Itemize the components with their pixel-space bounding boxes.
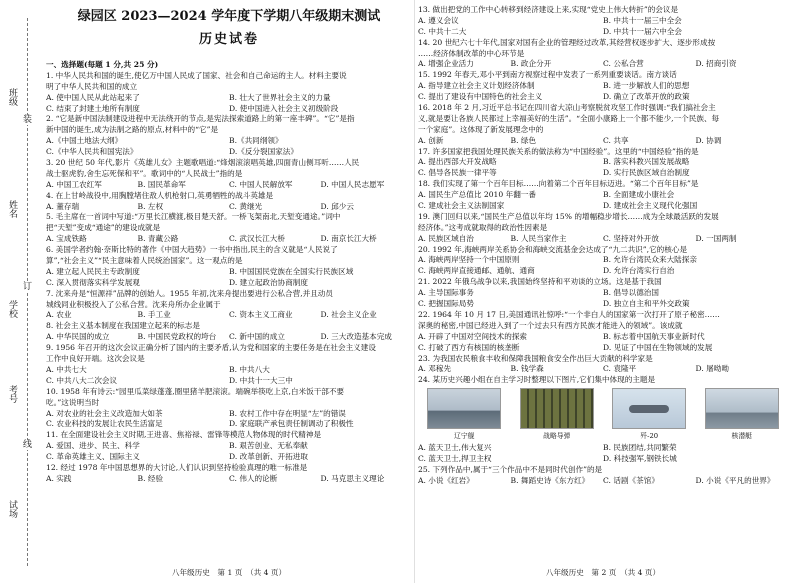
answer-option: B. 左权: [137, 201, 164, 211]
answer-options: [418, 27, 788, 38]
answer-option: B. 中共十一届三中全会: [603, 15, 682, 25]
answer-option: A. 海峡两岸坚持一个中国原则: [418, 255, 520, 265]
answer-options: [418, 234, 788, 245]
answer-option: D. 社会主义企业: [320, 310, 377, 320]
answer-option: C. 提出了建设有中国特色的社会主义: [418, 92, 543, 102]
answer-option: C. 共享: [603, 135, 629, 145]
answer-option: B. 中共八大: [229, 364, 270, 374]
photo-item: [609, 388, 689, 442]
answer-option: A. 指导建立社会主义计划经济体制: [418, 81, 535, 91]
gutter-label-exam-number: 考号: [7, 385, 17, 403]
answer-option: C. 中共八大二次会议: [46, 375, 118, 385]
answer-options: [46, 332, 412, 343]
gutter-mark-zhuang: 装: [23, 115, 33, 125]
question-text: 11. 在全面建设社会主义时期,王进喜、焦裕禄、雷锋等模范人物体现的时代精神是: [46, 430, 322, 440]
answer-option: D.《反分裂国家法》: [229, 147, 298, 157]
question-text: ……经济体制改革的中心环节是: [418, 48, 525, 58]
photo-caption: 战略导弹: [543, 432, 571, 441]
photo-item: [424, 388, 504, 442]
question-text: 20. 1992 年,海峡两岸关系协会和海峡交流基金会达成了“九二共识”,它的核心是: [418, 244, 688, 254]
question-text: 深奥的秘密,中国已经进入到了一个过去只有西方民族才能进入的领域”。该成就: [418, 320, 683, 330]
answer-option: C. 公私合营: [603, 59, 644, 69]
answer-options: [46, 202, 412, 213]
answer-option: C. 伟人的论断: [229, 473, 278, 483]
photo-row: [418, 388, 788, 442]
answer-option: D. 邱少云: [320, 201, 354, 211]
gutter-mark-ding: 订: [23, 282, 33, 292]
answer-options: [418, 332, 788, 343]
question-text: 13. 做出把党的工作中心转移到经济建设上来,实现“党史上伟大转折”的会议是: [418, 5, 679, 14]
photo-caption: 核潜艇: [731, 432, 752, 441]
answer-option: D. 屠呦呦: [695, 364, 729, 374]
answer-option: B. 壮大了世界社会主义的力量: [229, 92, 331, 102]
question-text: 23. 为我国农民粮食丰收和保障我国粮食安全作出巨大贡献的科学家是: [418, 353, 653, 363]
answer-options: [418, 168, 788, 179]
question-text: 7. 沈来舟是“恒源祥”品牌的创始人。1955 年初,沈来舟提出要进行公私合营,并且动员: [46, 288, 333, 298]
answer-option: B. 绿色: [510, 135, 537, 145]
answer-option: D. 建成社会主义现代化强国: [603, 201, 698, 211]
question-text: 15. 1992 年春天,邓小平到南方视察过程中发表了一系列重要谈话。南方谈话: [418, 70, 677, 80]
question-text: 1. 中华人民共和国的诞生,使亿万中国人民成了国家、社会和自己命运的主人。材料主要说: [46, 70, 347, 80]
question-text: 吃。”这说明当时: [46, 397, 100, 407]
answer-option: A. 爱国、进步、民主、科学: [46, 441, 140, 451]
answer-option: C. 新中国的成立: [229, 332, 285, 342]
answer-option: B. 人民当家作主: [510, 233, 567, 243]
answer-options: [46, 234, 412, 245]
gutter-label-school: 学校: [7, 300, 17, 318]
answer-option: C. 中共十二大: [418, 26, 467, 36]
question-text: 24. 某历史兴趣小组在自主学习时整理以下图片,它们集中体现的主题是: [418, 375, 656, 385]
answer-option: D. 见证了中国在生物领域的发展: [603, 342, 713, 352]
answer-option: A. 使中国人民从此站起来了: [46, 92, 140, 102]
answer-option: A. 中共七大: [46, 364, 87, 374]
answer-option: B. 舞蹈史诗《东方红》: [510, 475, 590, 485]
answer-option: A. 中华民国的成立: [46, 332, 110, 342]
answer-options: [46, 180, 412, 191]
answer-option: B. 经验: [137, 473, 164, 483]
question-text: 一个家庭”。这体现了新发展理念中的: [418, 124, 544, 134]
answer-option: D. 一国两制: [695, 233, 737, 243]
answer-option: A. 民族区域自治: [418, 233, 474, 243]
answer-option: A. 蓝天卫士,伟大复兴: [418, 443, 492, 453]
exam-subtitle: 历史试卷: [198, 32, 259, 47]
answer-options: [418, 343, 788, 354]
page-right: [418, 0, 788, 583]
answer-options: [46, 147, 412, 158]
answer-option: A. 国民生产总值比 2010 年翻一番: [418, 190, 536, 200]
exam-title: 绿园区 2023—2024 学年度下学期八年级期末测试: [77, 9, 381, 24]
photo-caption: 歼-20: [640, 432, 659, 441]
question-text: 22. 1964 年 10 月 17 日,美国通讯社惊呼:“一个非白人的国家第一次打开了原子秘密……: [418, 309, 720, 319]
question-text: 25. 下列作品中,属于“三个作品中不是同时代创作”的是: [418, 464, 603, 474]
answer-option: A. 邓稼先: [418, 364, 452, 374]
answer-options: [418, 59, 788, 70]
question-text: 工作中良好开端。这次会议是: [46, 354, 145, 364]
gutter-mark-xian: 线: [23, 440, 33, 450]
answer-option: B.《共同纲领》: [229, 136, 283, 146]
answer-option: C. 袁隆平: [603, 364, 637, 374]
answer-option: C. 深入贯彻落实科学发展观: [46, 277, 140, 287]
answer-option: C. 农业科技的发展让农民生活富足: [46, 419, 163, 429]
answer-option: A.《中国土地法大纲》: [46, 136, 123, 146]
answer-option: D. 建立起政治协商制度: [229, 277, 308, 287]
answer-options: [418, 299, 788, 310]
question-text: 把“天堑”变成“通途”的建设成就是: [46, 223, 161, 233]
answer-option: A. 遵义会议: [418, 15, 459, 25]
question-text: 经济体。”这考成就取得的政治性因素是: [418, 222, 548, 232]
answer-option: D. 确立了改革开放的政策: [603, 92, 690, 102]
answer-option: D. 实行民族区域自治制度: [603, 168, 690, 178]
question-text: 10. 1958 年有诗云:“园里瓜菜绿蓬蓬,圈里猪羊肥滚滚。端碗举筷吃上京,白米饭干部不要: [46, 386, 345, 396]
answer-options: [46, 310, 412, 321]
photo-caption: 辽宁舰: [454, 432, 475, 441]
answer-option: C. 蓝天卫士,捍卫主权: [418, 454, 492, 464]
question-text: 6. 美国学者约翰·奈斯比特的著作《中国大趋势》一书中指出,民主的含义就是“人民说了: [46, 245, 338, 255]
answer-option: D. 协调: [695, 135, 722, 145]
page-divider: [414, 0, 415, 583]
answer-option: C. 海峡两岸直接通邮、通航、通商: [418, 266, 535, 276]
answer-options: [418, 364, 788, 375]
answer-option: B. 民族团结,共同繁荣: [603, 443, 677, 453]
answer-options: [46, 419, 412, 430]
question-text: 4. 在上甘岭战役中,用胸膛堵住敌人机枪射口,英勇牺牲的战斗英雄是: [46, 190, 274, 200]
answer-options: [418, 136, 788, 147]
answer-option: B. 中国民党政权的垮台: [137, 332, 217, 342]
question-text: 义,就是要让各族人民都过上幸福美好的生活”。“全面小康路上一个都不能少,一个民族、每: [418, 113, 720, 123]
answer-option: D. 家庭联产承包责任制调动了积极性: [229, 419, 354, 429]
answer-options: [46, 409, 412, 420]
question-text: 算”,“社会主义”“民主意味着人民统治国家”。这一观点的是: [46, 256, 243, 266]
nuclear-submarine-photo: [705, 388, 779, 429]
gutter-label-class: 班级: [7, 88, 17, 106]
question-text: 明了中华人民共和国的成立: [46, 81, 138, 91]
answer-option: D. 南京长江大桥: [320, 234, 377, 244]
answer-option: D. 使中国进入社会主义初级阶段: [229, 103, 339, 113]
answer-option: B. 全面建成小康社会: [603, 190, 675, 200]
answer-option: D. 中共十一届六中全会: [603, 26, 682, 36]
answer-option: A. 农业: [46, 310, 72, 320]
page-footer-left: 八年级历史 第 1 页 （共 4 页）: [171, 568, 287, 577]
answer-options: [46, 474, 412, 485]
answer-option: B. 政企分开: [510, 59, 552, 69]
answer-options: [46, 136, 412, 147]
answer-option: C. 结束了封建土地所有制度: [46, 103, 140, 113]
answer-option: A. 主导国际事务: [418, 288, 474, 298]
answer-option: A. 增强企业活力: [418, 59, 474, 69]
missile-convoy-photo: [520, 388, 594, 429]
question-text: 战士驱虎豹,舍生忘死保和平”。歌词中的“人民战士”指的是: [46, 168, 243, 178]
answer-option: C. 倡导各民族一律平等: [418, 168, 497, 178]
question-text: 16. 2018 年 2 月,习近平总书记在四川省大凉山考察脱贫攻坚工作时强调:“我们搞社会主: [418, 103, 716, 113]
answer-option: C. 建成社会主义法制国家: [418, 201, 505, 211]
aircraft-carrier-photo: [427, 388, 501, 429]
answer-option: B. 青藏公路: [137, 234, 179, 244]
answer-option: B. 手工业: [137, 310, 171, 320]
answer-option: D. 允许台湾实行自治: [603, 266, 675, 276]
answer-option: B. 国民革命军: [137, 179, 186, 189]
answer-option: B. 进一步解放人们的思想: [603, 81, 690, 91]
answer-option: C.《中华人民共和国宪法》: [46, 147, 138, 157]
answer-options: [46, 365, 412, 376]
answer-option: B. 标志着中国航天事业新时代: [603, 331, 705, 341]
answer-option: D. 马克思主义理论: [320, 473, 385, 483]
answer-option: B. 倡导以德治国: [603, 288, 659, 298]
question-text: 5. 毛主席在一首词中写道:“万里长江横渡,极目楚天舒。一桥飞架南北,天堑变通途。”词中: [46, 212, 341, 222]
question-text: 17. 许多国家把我国处理民族关系的做法称为“中国经验”。这里的“中国经验”指的是: [418, 146, 699, 156]
answer-options: [418, 92, 788, 103]
answer-options: [46, 278, 412, 289]
answer-options: [46, 452, 412, 463]
answer-options: [418, 454, 788, 465]
answer-option: C. 资本主义工商业: [229, 310, 293, 320]
binding-gutter: [0, 0, 40, 583]
answer-option: D. 小说《平凡的世界》: [695, 475, 775, 485]
answer-option: A. 对农业的社会主义改造加大如茶: [46, 408, 163, 418]
answer-option: C. 革命英雄主义、国际主义: [46, 452, 140, 462]
question-text: 8. 社会主义基本制度在我国建立起来的标志是: [46, 321, 200, 331]
photo-item: [702, 388, 782, 442]
answer-options: [46, 441, 412, 452]
gutter-label-exam-room: 试场: [7, 500, 17, 518]
question-text: 2. “它是新中国法制建设进程中无法绕开的节点,是宪法探索道路上的第一座丰碑”。“它”是指: [46, 114, 355, 124]
answer-option: B. 中国国民党族在全国实行民族区域: [229, 266, 354, 276]
question-text: 城线同业积极投入了公私合营。沈来舟所办企业属于: [46, 299, 221, 309]
answer-option: A. 开辟了中国对空间技术的探索: [418, 331, 528, 341]
answer-option: A. 宝成铁路: [46, 234, 87, 244]
question-text: 18. 我们实现了第一个百年目标……向着第二个百年目标迈进。“第二个百年目标”是: [418, 179, 699, 189]
answer-option: A. 建立起人民民主专政制度: [46, 266, 140, 276]
gutter-label-name: 姓名: [7, 200, 17, 218]
answer-options: [418, 443, 788, 454]
question-text: 9. 1956 年召开的这次会议正确分析了国内的主要矛盾,认为党和国家的主要任务是在社会主义建设: [46, 343, 376, 353]
answer-options: [46, 376, 412, 387]
answer-option: B. 允许台湾民众来大陆探亲: [603, 255, 697, 265]
answer-option: D. 三大改造基本完成: [320, 332, 392, 342]
answer-option: A. 提出西部大开发战略: [418, 157, 497, 167]
answer-option: C. 中国人民解放军: [229, 179, 293, 189]
answer-options: [46, 267, 412, 278]
fighter-jet-photo: [612, 388, 686, 429]
answer-option: D. 独立自主和平外交政策: [603, 299, 690, 309]
answer-option: D. 招商引资: [695, 59, 737, 69]
answer-option: C. 黄继光: [229, 201, 263, 211]
answer-options: [418, 266, 788, 277]
answer-option: A. 中国工农红军: [46, 179, 102, 189]
left-question-list: [46, 60, 412, 485]
question-text: 新中国的诞生,成为法制之路的原点,材料中的“它”是: [46, 125, 219, 135]
answer-options: [418, 190, 788, 201]
answer-options: [46, 93, 412, 104]
question-text: 3. 20 世纪 50 年代,影片《英雄儿女》主题歌唱道:“烽烟滚滚唱英雄,四面青山侧耳听……人民: [46, 158, 360, 168]
question-text: 19. 澳门回归以来,“国民生产总值以年均 15% 的增幅稳步增长……成为全球最活跃的发展: [418, 211, 719, 221]
answer-options: [46, 104, 412, 115]
answer-option: C. 把握国际局势: [418, 299, 474, 309]
answer-option: B. 钱学森: [510, 364, 544, 374]
answer-options: [418, 288, 788, 299]
cut-line: [27, 18, 28, 566]
answer-options: [418, 201, 788, 212]
answer-option: A. 实践: [46, 473, 72, 483]
answer-option: D. 科技强军,钢铁长城: [603, 454, 677, 464]
answer-option: D. 改革创新、开拓进取: [229, 452, 308, 462]
answer-option: C. 话剧《茶馆》: [603, 475, 659, 485]
question-text: 14. 20 世纪六七十年代,国家对国有企业的管理经过改革,其经营权逐步扩大、逐步形成按: [418, 37, 716, 47]
answer-option: C. 坚持对外开放: [603, 233, 659, 243]
photo-item: [517, 388, 597, 442]
answer-option: A. 小说《红岩》: [418, 475, 474, 485]
answer-options: [418, 157, 788, 168]
answer-option: B. 农村工作中存在明显“左”的错误: [229, 408, 346, 418]
answer-option: C. 武汉长江大桥: [229, 234, 285, 244]
answer-option: A. 董存瑞: [46, 201, 80, 211]
answer-options: [418, 255, 788, 266]
section-heading: 一、选择题(每题 1 分,共 25 分): [46, 60, 159, 69]
answer-options: [418, 476, 788, 487]
answer-options: [418, 81, 788, 92]
right-question-list: [418, 5, 788, 487]
answer-option: B. 落实科教兴国发展战略: [603, 157, 690, 167]
answer-option: A. 创新: [418, 135, 444, 145]
answer-option: B. 艰苦创业、无私奉献: [229, 441, 308, 451]
answer-option: D. 中国人民志愿军: [320, 179, 385, 189]
answer-option: D. 中共十一大三中: [229, 375, 293, 385]
answer-options: [418, 16, 788, 27]
page-left: [46, 0, 412, 583]
question-text: 12. 经过 1978 年中国思想界的大讨论,人们认识到坚持检验真理的唯一标准是: [46, 462, 308, 472]
page-footer-right: 八年级历史 第 2 页 （共 4 页）: [545, 568, 661, 577]
question-text: 21. 2022 年俄乌战争以来,我国始终坚持和平劝谈的立场。这是基于我国: [418, 277, 662, 287]
answer-option: C. 打破了西方有核国的核垄断: [418, 342, 520, 352]
